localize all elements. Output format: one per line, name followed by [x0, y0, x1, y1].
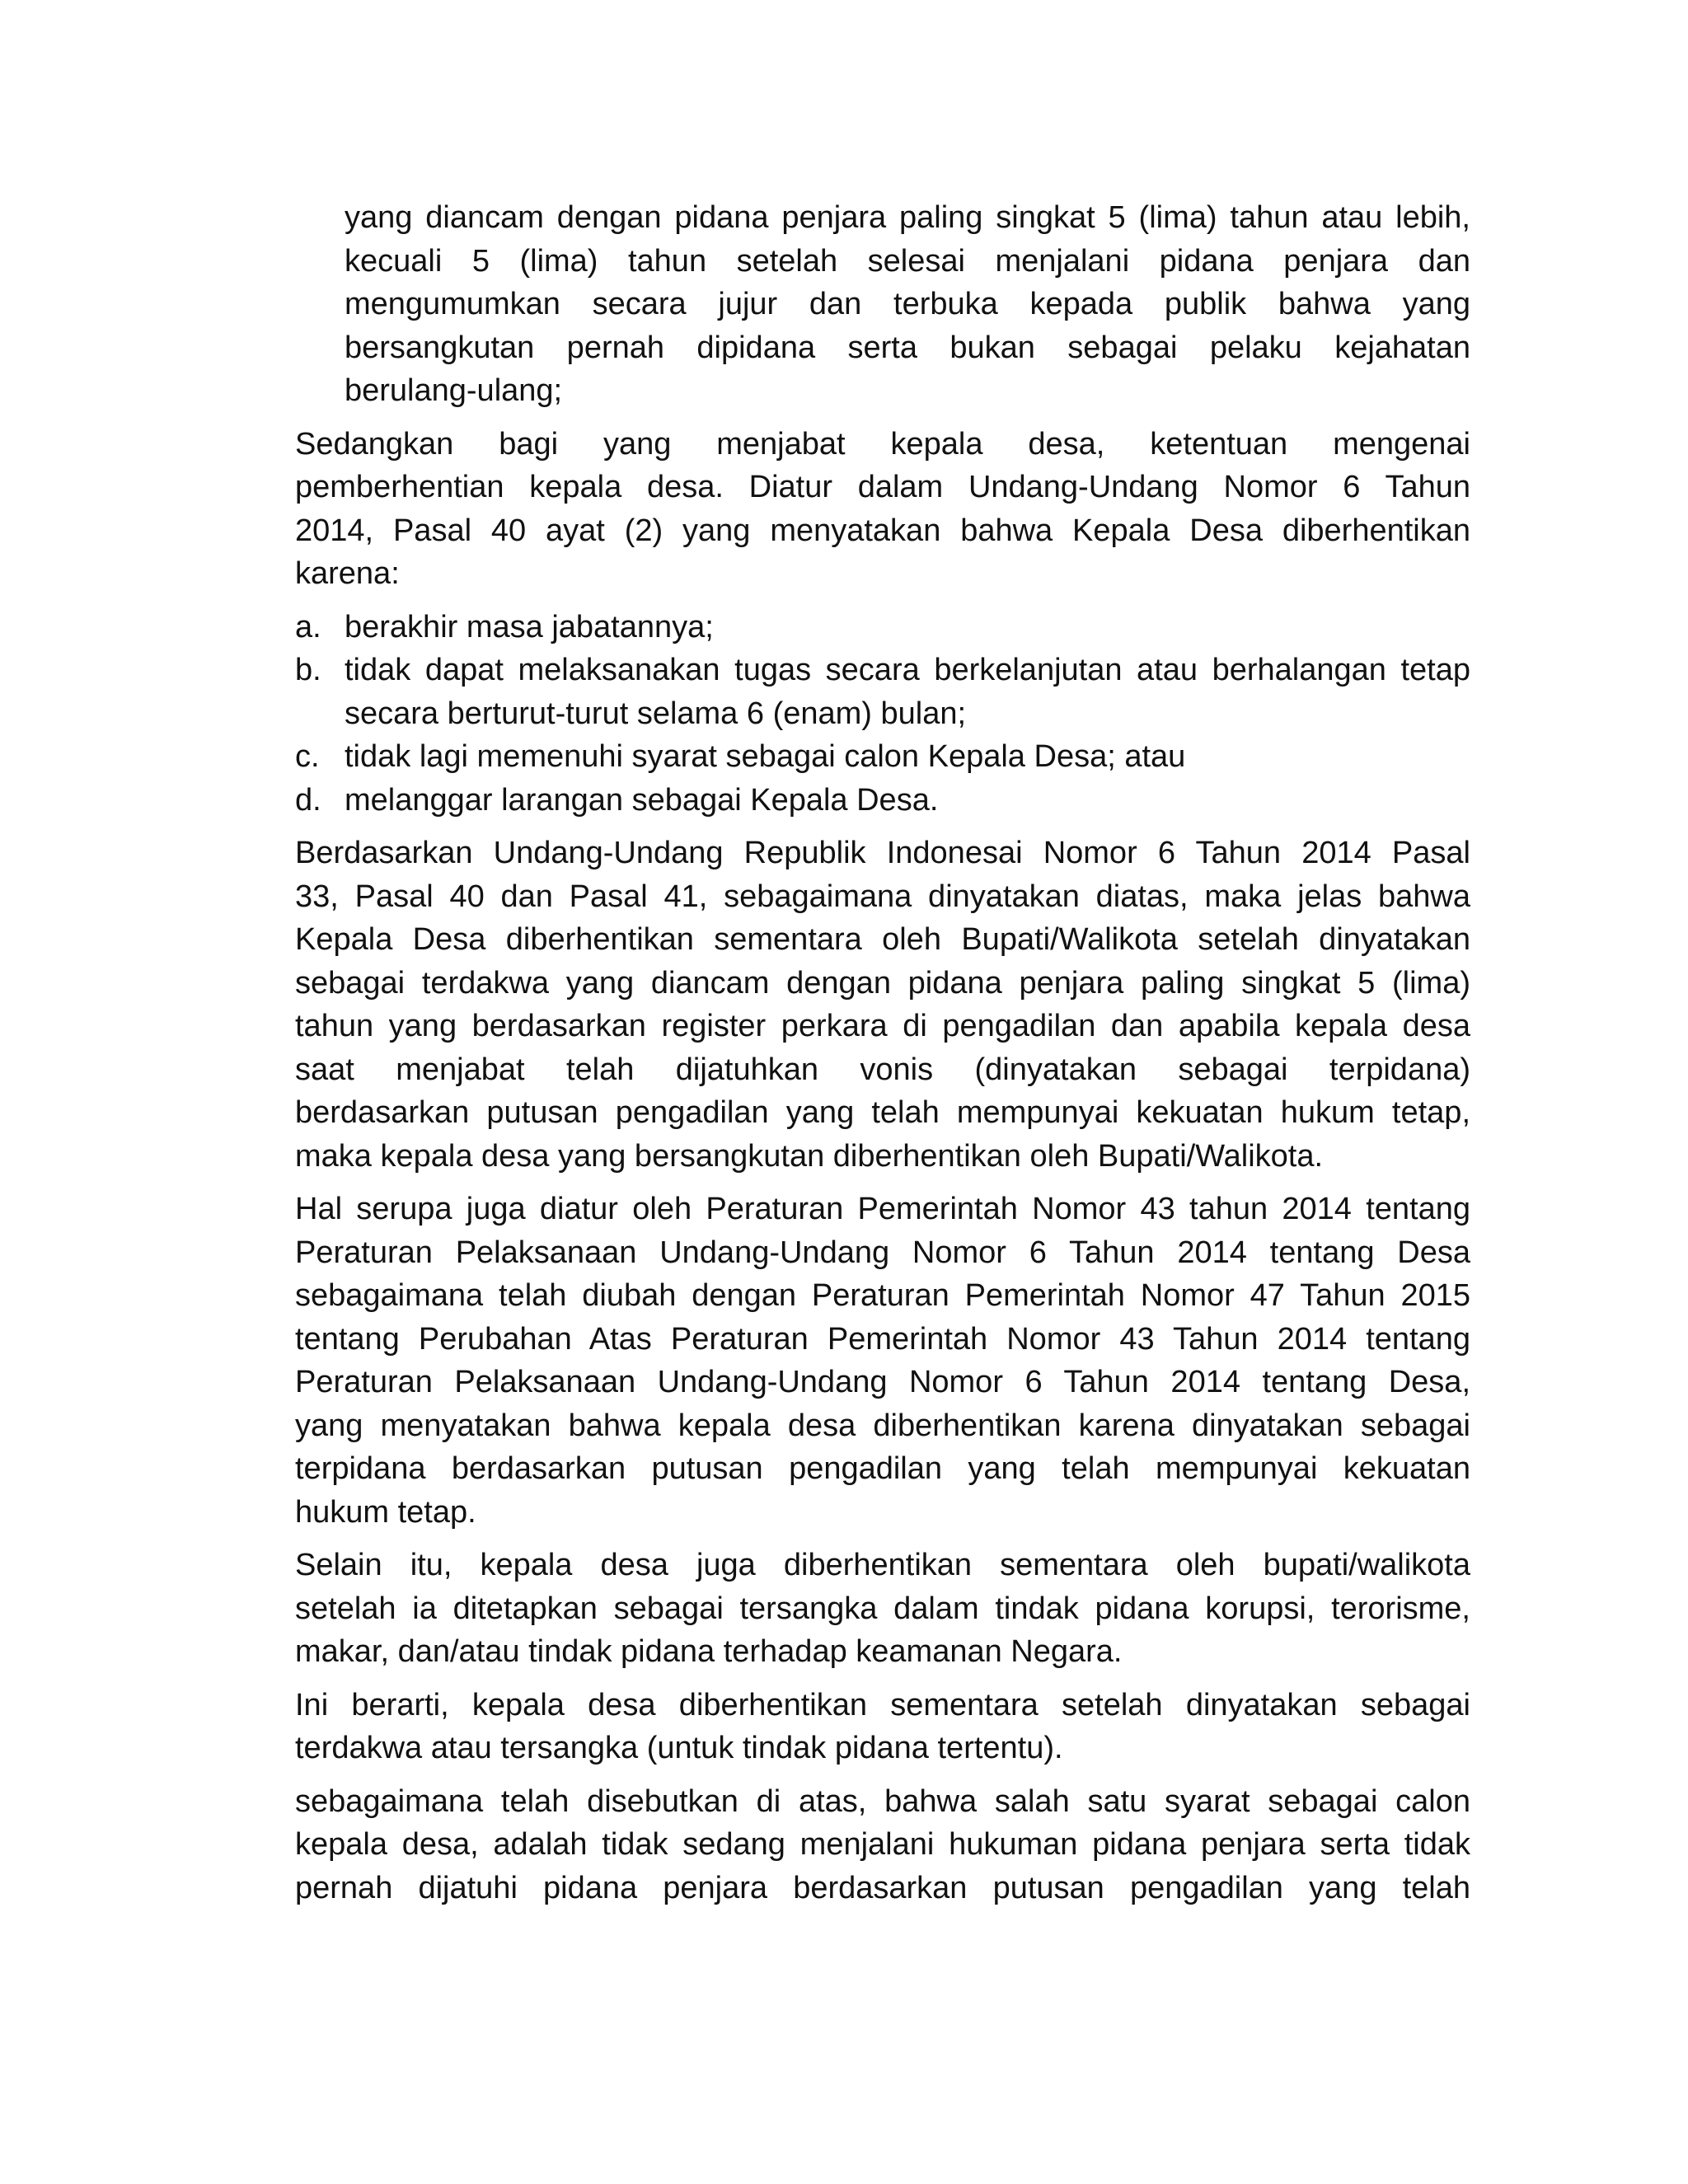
- text-line: hukum tetap.: [295, 1494, 476, 1530]
- text-line: tidak lagi memenuhi syarat sebagai calon Kepala Desa; atau: [345, 739, 1186, 774]
- text-line: Kepala Desa diberhentikan sementara oleh Bupati/Walikota setelah dinyatakan: [295, 922, 1470, 957]
- text-line: sebagai terdakwa yang diancam dengan pidana penjara paling singkat 5 (lima): [295, 965, 1470, 1001]
- text-line: yang menyatakan bahwa kepala desa diberhentikan karena dinyatakan sebagai: [295, 1408, 1470, 1443]
- text-line: tentang Perubahan Atas Peraturan Pemerintah Nomor 43 Tahun 2014 tentang: [295, 1321, 1470, 1357]
- list-item: [295, 735, 1470, 779]
- document-page: [295, 196, 1470, 1910]
- text-line: makar, dan/atau tindak pidana terhadap keamanan Negara.: [295, 1634, 1123, 1669]
- text-line: secara berturut-turut selama 6 (enam) bulan;: [345, 696, 967, 731]
- text-line: tidak dapat melaksanakan tugas secara berkelanjutan atau berhalangan tetap: [345, 653, 1470, 687]
- text-line: berulang-ulang;: [345, 373, 563, 408]
- text-line: bersangkutan pernah dipidana serta bukan sebagai pelaku kejahatan: [345, 330, 1470, 365]
- list-marker: b.: [295, 653, 321, 687]
- text-line: Peraturan Pelaksanaan Undang-Undang Nomor 6 Tahun 2014 tentang Desa,: [295, 1365, 1470, 1399]
- paragraph-law-articles: [295, 832, 1470, 1178]
- text-line: berakhir masa jabatannya;: [345, 609, 714, 644]
- text-line: pemberhentian kepala desa. Diatur dalam Undang-Undang Nomor 6 Tahun: [295, 470, 1470, 504]
- text-line: pernah dijatuhi pidana penjara berdasarkan putusan pengadilan yang telah: [295, 1870, 1470, 1905]
- text-line: berdasarkan putusan pengadilan yang telah mempunyai kekuatan hukum tetap,: [295, 1095, 1470, 1130]
- text-line: terdakwa atau tersangka (untuk tindak pidana tertentu).: [295, 1731, 1063, 1765]
- paragraph-government-regulation: [295, 1188, 1470, 1534]
- text-line: Sedangkan bagi yang menjabat kepala desa, ketentuan mengenai: [295, 426, 1470, 462]
- text-line: mengumumkan secara jujur dan terbuka kepada publik bahwa yang: [345, 287, 1470, 321]
- list-marker: c.: [295, 739, 320, 774]
- list-marker: d.: [295, 782, 321, 818]
- text-line: sebagaimana telah disebutkan di atas, bahwa salah satu syarat sebagai calon: [295, 1783, 1470, 1819]
- paragraph-meaning: [295, 1684, 1470, 1770]
- text-line: setelah ia ditetapkan sebagai tersangka dalam tindak pidana korupsi, terorisme,: [295, 1591, 1470, 1626]
- text-line: kecuali 5 (lima) tahun setelah selesai menjalani pidana penjara dan: [345, 243, 1470, 279]
- list-item-continuation: [295, 196, 1470, 413]
- text-line: maka kepala desa yang bersangkutan diberhentikan oleh Bupati/Walikota.: [295, 1138, 1324, 1174]
- text-line: Ini berarti, kepala desa diberhentikan sementara setelah dinyatakan sebagai: [295, 1687, 1470, 1722]
- text-line: Selain itu, kepala desa juga diberhentikan sementara oleh bupati/walikota: [295, 1548, 1470, 1582]
- paragraph-temporary-dismissal: [295, 1544, 1470, 1674]
- text-line: yang diancam dengan pidana penjara paling singkat 5 (lima) tahun atau lebih,: [345, 200, 1470, 235]
- list-item: [295, 779, 1470, 823]
- text-line: Berdasarkan Undang-Undang Republik Indonesai Nomor 6 Tahun 2014 Pasal: [295, 836, 1470, 870]
- text-line: sebagaimana telah diubah dengan Peraturan Pemerintah Nomor 47 Tahun 2015: [295, 1278, 1470, 1313]
- paragraph-dismissal-provisions: [295, 423, 1470, 596]
- list-item: [295, 649, 1470, 735]
- list-item: [295, 606, 1470, 649]
- text-line: saat menjabat telah dijatuhkan vonis (dinyatakan sebagai terpidana): [295, 1052, 1470, 1087]
- text-line: 2014, Pasal 40 ayat (2) yang menyatakan bahwa Kepala Desa diberhentikan: [295, 513, 1470, 548]
- list-marker: a.: [295, 609, 321, 644]
- text-line: kepala desa, adalah tidak sedang menjalani hukuman pidana penjara serta tidak: [295, 1827, 1470, 1862]
- text-line: Hal serupa juga diatur oleh Peraturan Pemerintah Nomor 43 tahun 2014 tentang: [295, 1192, 1470, 1226]
- text-line: karena:: [295, 556, 400, 591]
- paragraph-candidate-requirements: [295, 1780, 1470, 1910]
- dismissal-reasons-list: [295, 606, 1470, 823]
- text-line: terpidana berdasarkan putusan pengadilan yang telah mempunyai kekuatan: [295, 1451, 1470, 1486]
- text-line: 33, Pasal 40 dan Pasal 41, sebagaimana dinyatakan diatas, maka jelas bahwa: [295, 879, 1470, 914]
- text-line: Peraturan Pelaksanaan Undang-Undang Nomor 6 Tahun 2014 tentang Desa: [295, 1235, 1470, 1270]
- text-line: tahun yang berdasarkan register perkara di pengadilan dan apabila kepala desa: [295, 1009, 1470, 1043]
- text-line: melanggar larangan sebagai Kepala Desa.: [345, 782, 939, 818]
